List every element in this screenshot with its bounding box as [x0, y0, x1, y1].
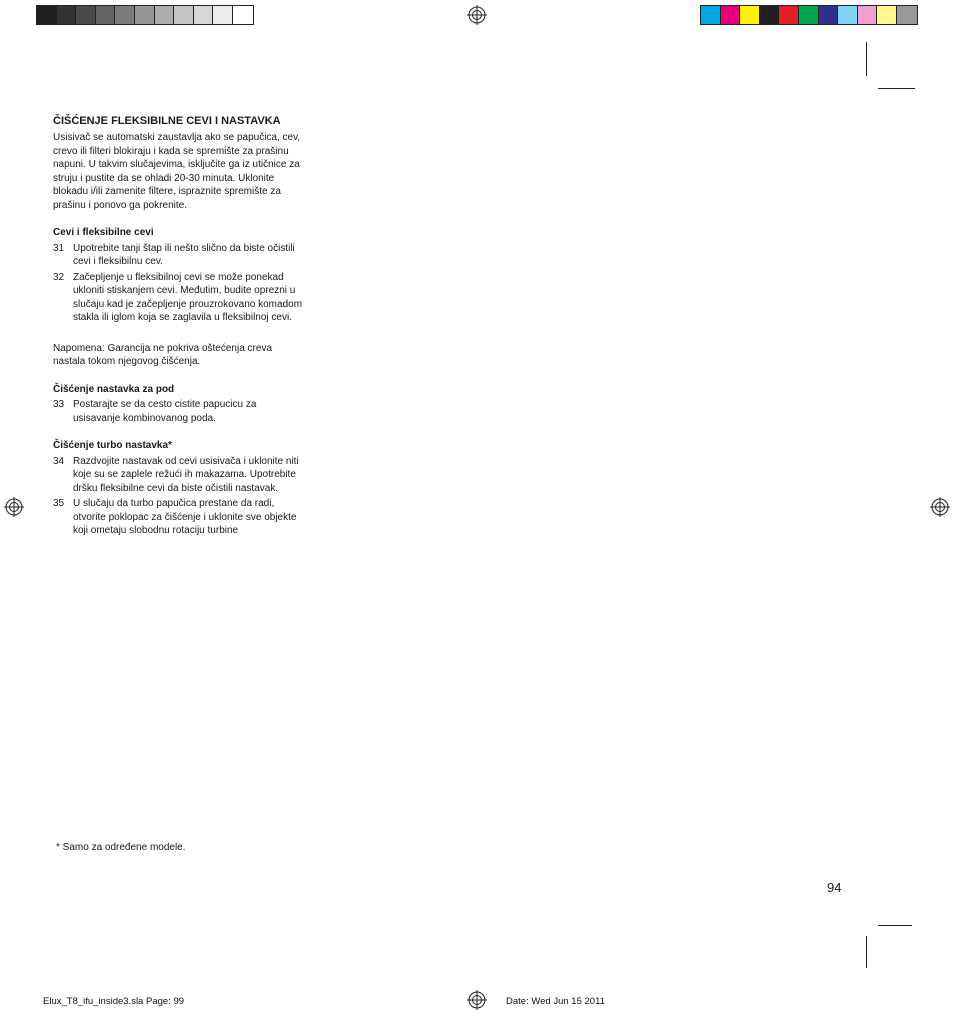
grayscale-swatch — [76, 6, 96, 24]
grayscale-swatch — [174, 6, 194, 24]
process-color-swatch — [740, 6, 760, 24]
process-color-swatch — [897, 6, 917, 24]
page-number: 94 — [827, 880, 842, 895]
section-heading: Čišćenje turbo nastavka* — [53, 440, 172, 451]
list-item — [53, 271, 305, 325]
process-color-swatch — [858, 6, 878, 24]
process-color-swatch — [701, 6, 721, 24]
crop-mark — [878, 88, 915, 89]
section-heading: Cevi i fleksibilne cevi — [53, 227, 154, 238]
process-color-bar — [700, 5, 918, 25]
list-item-text: Postarajte se da cesto cistite papucicu za usisavanje kombinovanog poda. — [73, 399, 257, 424]
grayscale-swatch — [96, 6, 116, 24]
list-item-number: 31 — [53, 242, 65, 254]
registration-mark-icon — [4, 497, 24, 517]
process-color-swatch — [799, 6, 819, 24]
crop-mark — [866, 42, 867, 76]
process-color-swatch — [819, 6, 839, 24]
footnote: * Samo za određene modele. — [56, 842, 186, 853]
list-item — [53, 497, 305, 538]
grayscale-color-bar — [36, 5, 254, 25]
list-item-number: 35 — [53, 498, 65, 509]
grayscale-swatch — [115, 6, 135, 24]
crop-mark — [866, 936, 867, 968]
section-heading: Čišćenje nastavka za pod — [53, 383, 175, 395]
slug-date: Date: Wed Jun 15 2011 — [506, 996, 605, 1007]
grayscale-swatch — [155, 6, 175, 24]
list-item-number: 33 — [53, 399, 65, 410]
process-color-swatch — [721, 6, 741, 24]
list-item — [53, 455, 305, 496]
list-item — [53, 242, 305, 269]
list-item-text: Začepljenje u fleksibilnoj cevi se može ponekad ukloniti stiskanjem cevi. Međutim, budite oprezni u slučaju kad je začepljenje prouzrokovano komadom stakla ili iglom koja se zaglavila u fleksibilnoj cevi. — [73, 271, 303, 323]
process-color-swatch — [877, 6, 897, 24]
grayscale-swatch — [194, 6, 214, 24]
grayscale-swatch — [37, 6, 57, 24]
list-item-number: 32 — [53, 271, 65, 283]
list-item-text: U slučaju da turbo papučica prestane da radi, otvorite poklopac za čišćenje i uklonite sve objekte koji ometaju slobodnu rotaciju turbine — [73, 498, 297, 536]
list-item-text: Upotrebite tanji štap ili nešto slično da biste očistili cevi i fleksibilnu cev. — [73, 242, 295, 267]
process-color-swatch — [760, 6, 780, 24]
slug-file-info: Elux_T8_ifu_inside3.sla Page: 99 — [43, 996, 185, 1007]
process-color-swatch — [838, 6, 858, 24]
registration-mark-icon — [930, 497, 950, 517]
grayscale-swatch — [213, 6, 233, 24]
grayscale-swatch — [135, 6, 155, 24]
registration-mark-icon — [467, 5, 487, 25]
intro-paragraph: Usisivač se automatski zaustavlja ako se papučica, cev, crevo ili filteri blokiraju i kada se spremište za prašinu napuni. U takvim slučajevima, isključite ga iz utičnice za struju i pustite da se ohladi 20-30 minuta. Uklonite blokadu i/ili zamenite filtere, ispraznite spremište za prašinu i ponovo ga pokrenite. — [53, 132, 301, 211]
list-item-text: Razdvojite nastavak od cevi usisivača i uklonite niti koje su se zaplele režući ih makazama. Upotrebite dršku fleksibilne cevi da biste očistili nastavak. — [73, 455, 299, 494]
grayscale-swatch — [57, 6, 77, 24]
list-item-number: 34 — [53, 455, 65, 467]
crop-mark — [878, 925, 912, 926]
article-title: ČIŠĆENJE FLEKSIBILNE CEVI I NASTAVKA — [53, 115, 281, 127]
grayscale-swatch — [233, 6, 253, 24]
process-color-swatch — [779, 6, 799, 24]
registration-mark-icon — [467, 990, 487, 1010]
list-item — [53, 398, 305, 425]
warranty-note: Napomena: Garancija ne pokriva oštećenja creva nastala tokom njegovog čišćenja. — [53, 342, 273, 367]
article-column — [53, 114, 305, 540]
